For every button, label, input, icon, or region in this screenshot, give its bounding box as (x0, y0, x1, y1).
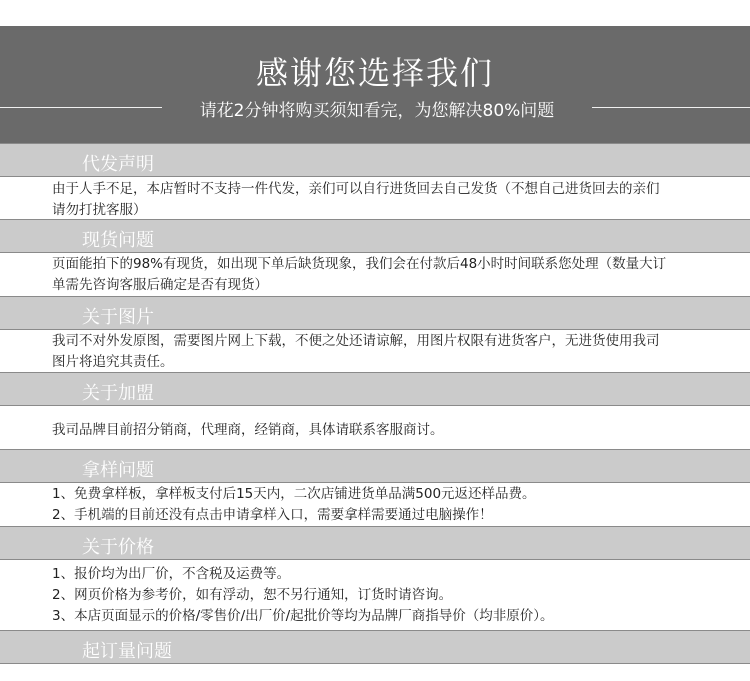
section-heading-moq (0, 630, 750, 664)
section-line: 3、本店页面显示的价格/零售价/出厂价/起批价等均为品牌厂商指导价（均非原价）。 (52, 608, 554, 624)
section-line: 由于人手不足，本店暂时不支持一件代发，亲们可以自行进货回去自己发货（不想自己进货回去的亲们 (52, 181, 660, 197)
section-line: 我司品牌目前招分销商，代理商，经销商，具体请联系客服商讨。 (52, 422, 444, 438)
section-line: 2、手机端的目前还没有点击申请拿样入口，需要拿样需要通过电脑操作！ (52, 507, 493, 523)
section-line: 图片将追究其责任。 (52, 354, 174, 370)
section-line: 2、网页价格为参考价，如有浮动，恕不另行通知，订货时请咨询。 (52, 587, 453, 603)
subtitle-rule-left (0, 107, 162, 108)
section-heading-label: 关于加盟 (82, 383, 154, 404)
section-heading-label: 起订量问题 (82, 641, 172, 662)
section-line: 1、报价均为出厂价，不含税及运费等。 (52, 566, 291, 582)
section-line: 单需先咨询客服后确定是否有现货） (52, 277, 268, 293)
section-heading-stock (0, 219, 750, 253)
section-heading-dropship (0, 143, 750, 177)
section-heading-franchise (0, 372, 750, 406)
header-banner (0, 26, 750, 144)
page-title: 感谢您选择我们 (255, 54, 494, 92)
section-heading-label: 关于图片 (82, 307, 154, 328)
page-subtitle: 请花2分钟将购买须知看完，为您解决80%问题 (199, 101, 555, 121)
section-heading-label: 代发声明 (82, 154, 154, 175)
section-line: 我司不对外发原图，需要图片网上下载，不便之处还请谅解，用图片权限有进货客户，无进货使用我司 (52, 333, 660, 349)
section-heading-label: 拿样问题 (82, 460, 154, 481)
section-line: 页面能拍下的98%有现货，如出现下单后缺货现象，我们会在付款后48小时时间联系您处理（数量大订 (52, 256, 667, 272)
section-heading-samples (0, 449, 750, 483)
section-heading-label: 关于价格 (82, 537, 154, 558)
section-body-stock (52, 254, 742, 296)
section-heading-label: 现货问题 (82, 230, 154, 251)
section-body-dropship (52, 179, 742, 221)
section-body-franchise (52, 420, 742, 441)
subtitle-rule-right (592, 107, 750, 108)
section-heading-images (0, 296, 750, 330)
section-body-price (52, 564, 742, 627)
section-body-images (52, 331, 742, 373)
section-body-samples (52, 484, 742, 526)
section-heading-price (0, 526, 750, 560)
section-line: 1、免费拿样板，拿样板支付后15天内，二次店铺进货单品满500元返还样品费。 (52, 486, 536, 502)
section-line: 请勿打扰客服） (52, 202, 147, 218)
